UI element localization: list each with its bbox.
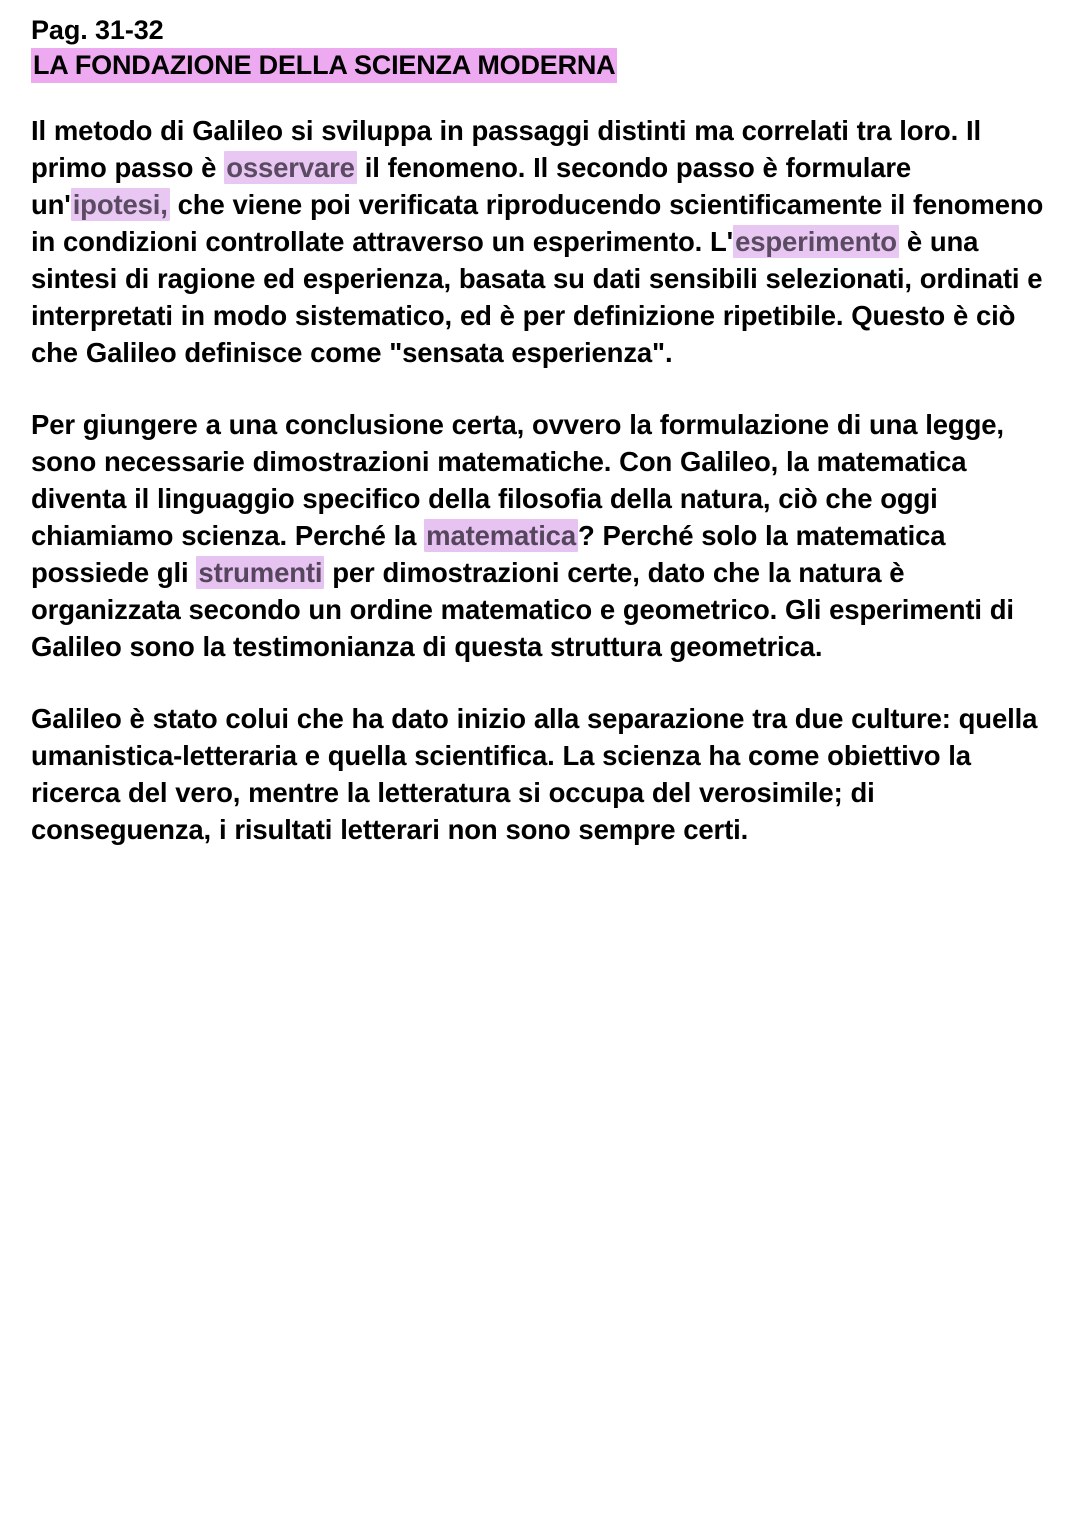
paragraph-1 — [31, 113, 1046, 372]
paragraph-1-text-3: che viene poi verificata riproducendo scientificamente il fenomeno in condizioni controllate attraverso un esperimento. L' — [31, 189, 1044, 257]
paragraph-3-text-1: Galileo è stato colui che ha dato inizio alla separazione tra due culture: quella umanistica-letteraria e quella scientifica. La scienza ha come obiettivo la ricerca del vero, mentre la letteratura si occupa del verosimile; di conseguenza, i risultati letterari non sono sempre certi. — [31, 702, 1038, 845]
page-title: LA FONDAZIONE DELLA SCIENZA MODERNA — [31, 48, 617, 83]
paragraph-3 — [31, 701, 1046, 849]
highlight-ipotesi: ipotesi, — [72, 189, 168, 220]
highlight-matematica: matematica — [426, 519, 576, 551]
paragraph-2 — [31, 407, 1046, 666]
paragraph-1-text-1: Il metodo di Galileo si sviluppa in passaggi distinti ma correlati tra loro. Il primo passo è — [31, 115, 981, 184]
highlight-strumenti: strumenti — [198, 556, 323, 588]
paragraph-2-text-3: per dimostrazioni certe, dato che la natura è organizzata secondo un ordine matematico e geometrico. Gli esperimenti di Galileo sono la testimonianza di questa struttura geometrica. — [31, 556, 1014, 662]
page-reference: Pag. 31-32 — [31, 15, 164, 45]
paragraph-1-text-2: il fenomeno. Il secondo passo è formulare un' — [31, 152, 912, 220]
highlight-esperimento: esperimento — [735, 225, 897, 257]
highlight-osservare: osservare — [226, 152, 355, 184]
paragraph-2-text-1: Per giungere a una conclusione certa, ovvero la formulazione di una legge, sono necessarie dimostrazioni matematiche. Con Galileo, la matematica diventa il linguaggio specifico della filosofia della natura, ciò che oggi chiamiamo scienza. Perché la — [31, 408, 1004, 551]
paragraph-2-text-2: ? Perché solo la matematica possiede gli — [31, 519, 946, 588]
page-title-line — [31, 48, 1046, 83]
paragraph-1-text-4: è una sintesi di ragione ed esperienza, basata su dati sensibili selezionati, ordinati e interpretati in modo sistematico, ed è per definizione ripetibile. Questo è ciò che Galileo definisce come "sensata esperienza". — [31, 225, 1043, 368]
